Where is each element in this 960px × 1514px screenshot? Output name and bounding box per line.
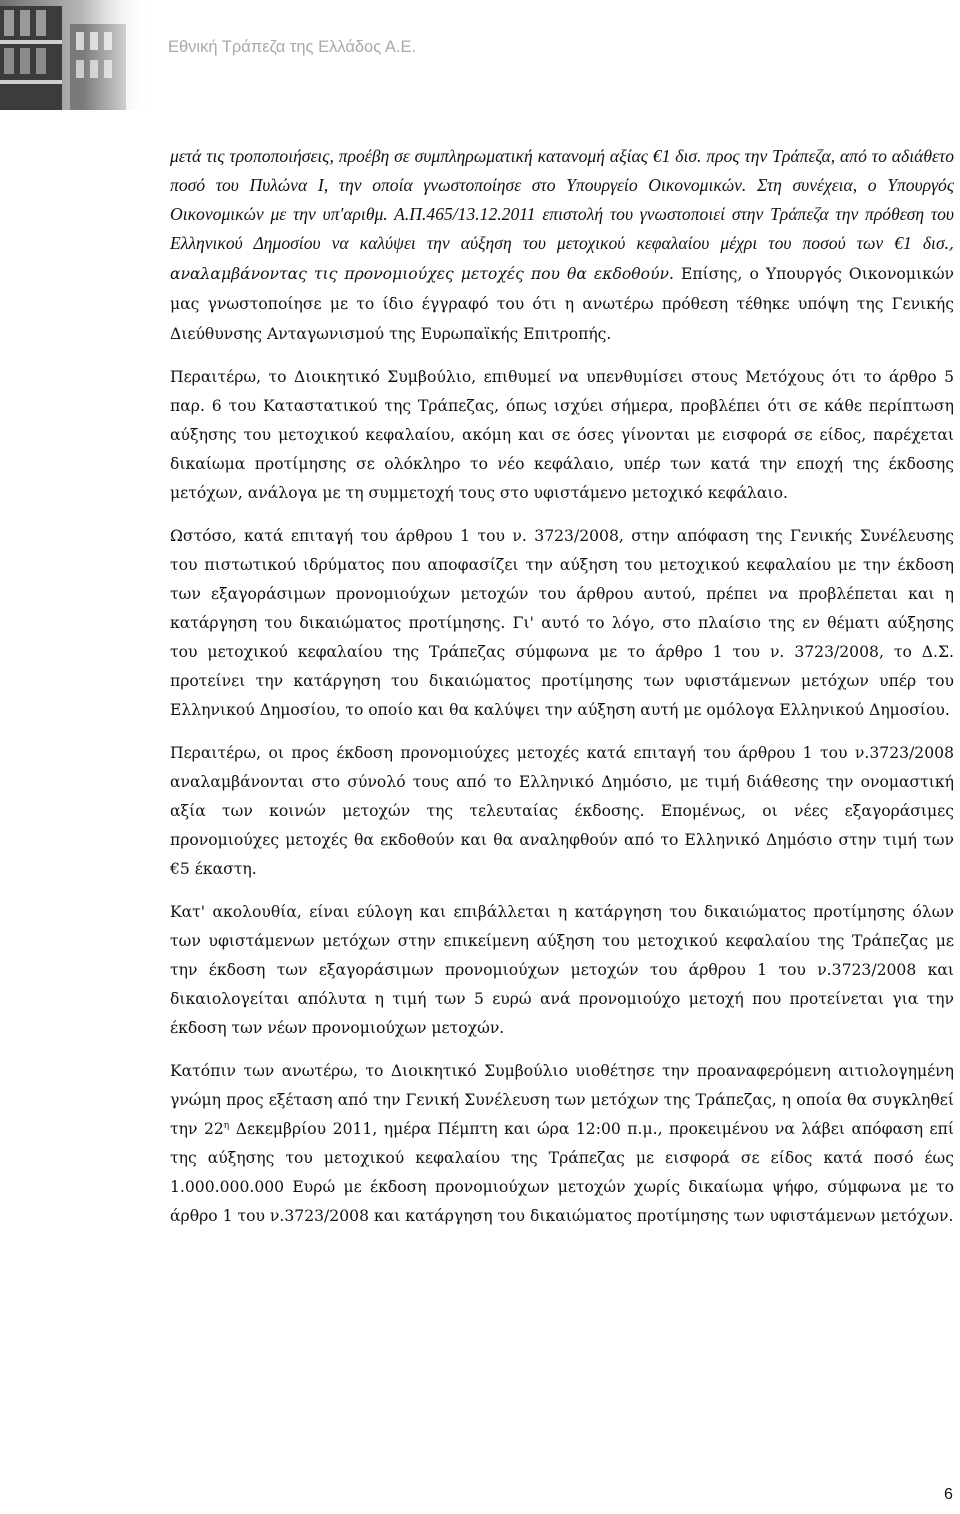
paragraph-5: Κατ' ακολουθία, είναι εύλογη και επιβάλλεται η κατάργηση του δικαιώματος προτίμησης όλων των υφιστάμενων μετόχων στην επικείμενη αύξηση του μετοχικού κεφαλαίου της Τράπεζας με την έκδοση των εξαγοράσιμων προνομιούχων μετοχών του άρθρου 1 του ν.3723/2008 και δικαιολογείται απόλυτα η τιμή των 5 ευρώ ανά προνομιούχο μετοχή που προτείνεται για την έκδοση των νέων προνομιούχων μετοχών. [170, 903, 954, 1037]
paragraph-1-segment-b: 2011 επιστολή του γνωστοποιεί στην Τράπεζα την πρόθεση του Ελληνικού Δημοσίου να καλύψει την αύξηση του μετοχικού κεφαλαίου μέχρι του ποσού των €1 δισ. [170, 204, 955, 253]
paragraph-2: Περαιτέρω, το Διοικητικό Συμβούλιο, επιθυμεί να υπενθυμίσει στους Μετόχους ότι το άρθρο 5 παρ. 6 του Καταστατικού της Τράπεζας, όπως ισχύει σήμερα, προβλέπει ότι σε κάθε περίπτωση αύξησης του μετοχικού κεφαλαίου, ακόμη και σε όσες γίνονται με εισφορά σε είδος, παρέχεται δικαίωμα προτίμησης σε ολόκληρο το νέο κεφάλαιο, υπέρ των κατά την εποχή της έκδοσης μετόχων, ανάλογα με τη συμμετοχή τους στο υφιστάμενο μετοχικό κεφάλαιο. [170, 368, 954, 502]
paragraph-6-segment-a: Κατόπιν των ανωτέρω, το Διοικητικό Συμβούλιο υιοθέτησε την προαναφερόμενη αιτιολογημένη γνώμη προς εξέταση από την Γενική Συνέλευση των μετόχων της Τράπεζας, η οποία θα συγκληθεί την 22 [170, 1062, 954, 1138]
bank-name-header: Εθνική Τράπεζα της Ελλάδος Α.Ε. [168, 38, 417, 56]
paragraph-6 [170, 1057, 954, 1231]
paragraph-4: Περαιτέρω, οι προς έκδοση προνομιούχες μετοχές κατά επιταγή του άρθρου 1 του ν.3723/2008 αναλαμβάνονται στο σύνολό τους από το Ελληνικό Δημόσιο, με τιμή διάθεσης την ονομαστική αξία των κοινών μετοχών της τελευταίας έκδοσης. Επομένως, οι νέες εξαγοράσιμες προνομιούχες μετοχές θα εκδοθούν και θα αναληφθούν από το Ελληνικό Δημόσιο στην τιμή των €5 έκαστη. [170, 744, 954, 878]
page-number: 6 [944, 1486, 953, 1503]
paragraph-1-segment-d: Επίσης, ο Υπουργός Οικονομικών μας γνωστοποίησε με το ίδιο έγγραφό του ότι η ανωτέρω πρόθεση τέθηκε υπόψη της Γενικής Διεύθυνσης Ανταγωνισμού της Ευρωπαϊκής Επιτροπής. [170, 265, 955, 343]
paragraph-1-segment-a: μετά τις τροποποιήσεις, προέβη σε συμπληρωματική κατανομή αξίας €1 δισ. προς την Τράπεζα, από το αδιάθετο ποσό του Πυλώνα Ι, την οποία γνωστοποίησε στο Υπουργείο Οικονομικών. Στη συνέχεια, ο Υπουργός Οικονομικών με την υπ'αριθμ. Α.Π.465/13.12. [170, 146, 954, 224]
paragraph-3: Ωστόσο, κατά επιταγή του άρθρου 1 του ν. 3723/2008, στην απόφαση της Γενικής Συνέλευσης του πιστωτικού ιδρύματος που αποφασίζει την αύξηση του μετοχικού κεφαλαίου με την έκδοση των εξαγοράσιμων προνομιούχων μετοχών του άρθρου αυτού, πρέπει να προβλέπεται και η κατάργηση του δικαιώματος προτίμησης. Γι' αυτό το λόγο, στο πλαίσιο της εν θέματι αύξησης του μετοχικού κεφαλαίου της Τράπεζας σύμφωνα με το άρθρο 1 του ν. 3723/2008, το Δ.Σ. προτείνει την κατάργηση του δικαιώματος προτίμησης των υφιστάμενων μετόχων υπέρ του Ελληνικού Δημοσίου, το οποίο και θα καλύψει την αύξηση αυτή με ομόλογα Ελληνικού Δημοσίου. [170, 527, 954, 719]
bank-building-logo [0, 0, 150, 110]
superscript-eta: η [223, 1120, 230, 1131]
paragraph-1 [170, 142, 954, 349]
document-body [170, 142, 954, 1245]
paragraph-6-segment-b: Δεκεμβρίου 2011, ημέρα Πέμπτη και ώρα 12:00 π.μ., προκειμένου να λάβει απόφαση επί της αύξησης του μετοχικού κεφαλαίου της Τράπεζας με εισφορά σε είδος κατά ποσό έως 1.000.000.000 Ευρώ με έκδοση προνομιούχων μετοχών χωρίς δικαίωμα ψήφο, σύμφωνα με το άρθρο 1 του ν.3723/2008 και κατάργηση του δικαιώματος προτίμησης των υφιστάμενων μετόχων. [170, 1120, 954, 1225]
paragraph-1-segment-c: , αναλαμβάνοντας τις προνομιούχες μετοχές που θα εκδοθούν. [170, 235, 954, 283]
